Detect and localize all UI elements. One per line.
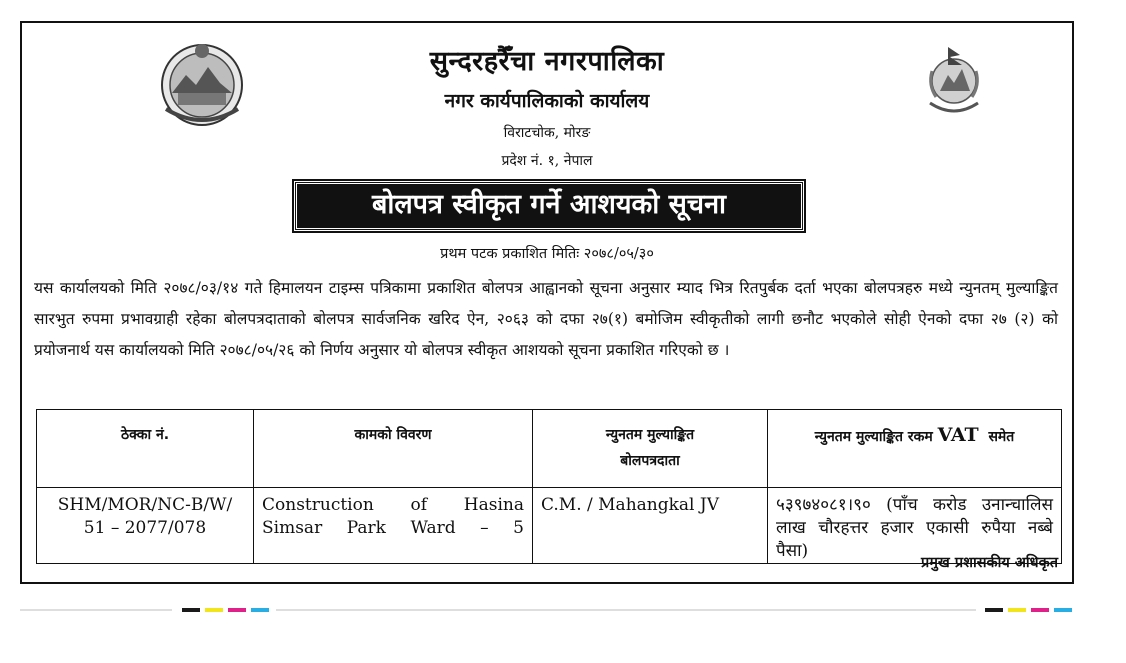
header-amount-vat: VAT (937, 424, 979, 446)
publication-date: प्रथम पटक प्रकाशित मितिः २०७८/०५/३० (440, 246, 654, 262)
header-bidder-line1: न्युनतम मुल्याङ्कित (605, 427, 695, 443)
cell-amount: ५३९७४०८१।९० (पाँच करोड उनान्चालिस लाख चौरहत्तर हजार एकासी रुपैया नब्बे पैसा) (768, 488, 1062, 564)
registration-mark-cyan-right (1054, 608, 1072, 612)
registration-mark-yellow-right (1008, 608, 1026, 612)
registration-mark-magenta (228, 608, 246, 612)
registration-mark-yellow (205, 608, 223, 612)
office-subtitle: नगर कार्यपालिकाको कार्यालय (444, 90, 650, 112)
address-line-1: विराटचोक, मोरङ (503, 125, 591, 141)
signatory-title: प्रमुख प्रशासकीय अधिकृत (921, 555, 1058, 571)
notice-banner: बोलपत्र स्वीकृत गर्ने आशयको सूचना (294, 181, 804, 231)
cell-description: Construction of Hasina Simsar Park Ward – 5 (254, 488, 533, 564)
header-contract-no: ठेक्का नं. (37, 410, 254, 488)
header-amount (768, 410, 1062, 488)
registration-mark-cyan (251, 608, 269, 612)
registration-mark-black (182, 608, 200, 612)
municipality-title: सुन्दरहरैँचा नगरपालिका (429, 46, 665, 77)
header-amount-prefix: न्युनतम मुल्याङ्कित रकम (814, 429, 933, 445)
notice-frame (20, 21, 1074, 584)
footer-rule-left (20, 609, 172, 611)
registration-mark-magenta-right (1031, 608, 1049, 612)
header-bidder (533, 410, 768, 488)
address-line-2: प्रदेश नं. १, नेपाल (501, 153, 593, 169)
table-header-row (37, 410, 1062, 488)
registration-mark-black-right (985, 608, 1003, 612)
header-amount-suffix: समेत (988, 429, 1015, 445)
notice-body-text: यस कार्यालयको मिति २०७८/०३/१४ गते हिमालयन टाइम्स पत्रिकामा प्रकाशित बोलपत्र आह्वानको सूचना अनुसार म्याद भित्र रितपुर्बक दर्ता भएका बोलपत्रहरु मध्ये न्युनतम् मुल्याङ्कित सारभुत रुपमा प्रभावग्राही रहेका बोलपत्रदाताको बोलपत्र सार्वजनिक खरिद ऐन, २०६३ को दफा २७(१) बमोजिम स्वीकृतीको लागी छनौट भएकोले सोही ऐनको दफा २७ (२) को प्रयोजनार्थ यस कार्यालयको मिति २०७८/०५/२६ को निर्णय अनुसार यो बोलपत्र स्वीकृत आशयको सूचना प्रकाशित गरिएको छ । (34, 279, 1058, 359)
header-bidder-line2: बोलपत्रदाता (620, 453, 680, 469)
header-description: कामको विवरण (254, 410, 533, 488)
table-row (37, 488, 1062, 564)
cell-bidder: C.M. / Mahangkal JV (533, 488, 768, 564)
cell-contract-no: SHM/MOR/NC-B/W/ 51 – 2077/078 (37, 488, 254, 564)
footer-rule-middle (276, 609, 976, 611)
award-table (36, 409, 1062, 564)
